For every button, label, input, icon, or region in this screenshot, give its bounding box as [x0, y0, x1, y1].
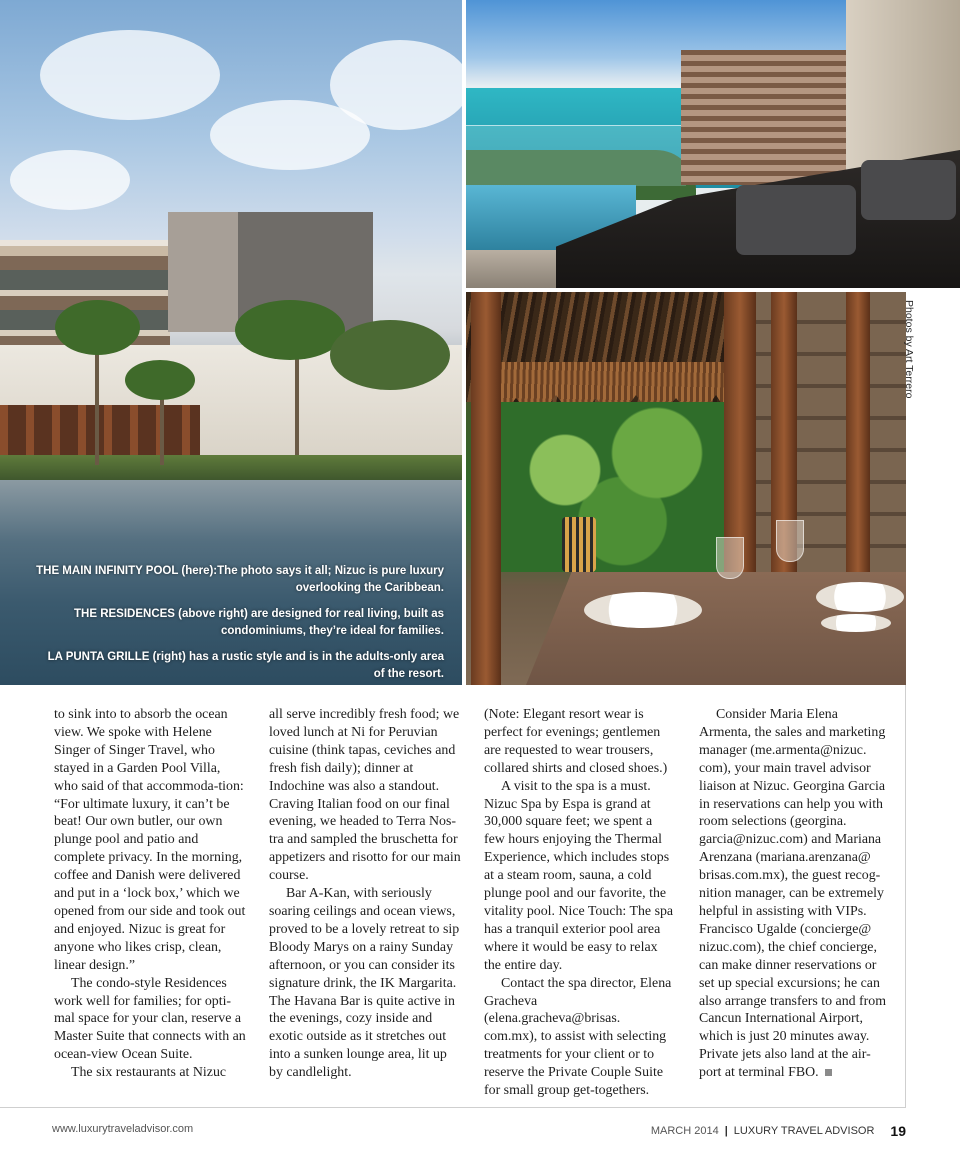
photo-credit	[903, 300, 925, 400]
paragraph: (Note: Elegant resort wear is perfect for evenings; gentlemen are requested to wear trousers, collared shirts and closed shoes.)	[484, 707, 668, 776]
dinner-plate	[584, 592, 702, 628]
palm-fronds	[235, 300, 345, 360]
wine-glass	[776, 520, 804, 562]
footer-rule	[0, 1107, 906, 1108]
cloud	[330, 40, 462, 130]
wine-glass	[716, 537, 744, 579]
palm-fronds	[125, 360, 195, 400]
photo-captions	[34, 563, 444, 685]
photo-credit-text: Photos by Art Terrero	[903, 300, 915, 399]
vertical-rule	[905, 685, 906, 1108]
cloud	[10, 150, 130, 210]
footer-separator: |	[724, 1125, 728, 1137]
footer-website: www.luxurytraveladvisor.com	[52, 1123, 194, 1135]
la-punta-grille-photo	[466, 292, 906, 685]
candle-lantern	[562, 517, 596, 572]
text-column-1	[54, 706, 246, 1082]
caption-residences: THE RESIDENCES (above right) are designed for real living, built as condominiums, they’re ideal for families.	[74, 608, 444, 637]
paragraph: A visit to the spa is a must. Nizuc Spa by Espa is grand at 30,000 square feet; we spent a few hours enjoying the Thermal Experience, which includes stops at a steam room, sauna, a cold plunge pool and our favorite, the vitality pool. Nice Touch: The spa has a tranquil exterior pool area where it would be easy to relax the entire day.	[484, 778, 674, 973]
caption-punta-grille: LA PUNTA GRILLE (right) has a rustic style and is in the adults-only area of the resort.	[47, 651, 444, 680]
text-column-4	[699, 706, 891, 1082]
footer-magazine-name: LUXURY TRAVEL ADVISOR	[733, 1125, 875, 1137]
text-column-2	[269, 706, 461, 1082]
paragraph: The six restaurants at Nizuc	[71, 1065, 227, 1081]
pergola	[0, 405, 200, 460]
wooden-privacy-screen	[681, 50, 846, 185]
glass-railing	[466, 125, 686, 186]
tree-foliage	[330, 320, 450, 390]
dinner-plate	[816, 582, 904, 612]
palm-fronds	[55, 300, 140, 355]
paragraph: to sink into to absorb the ocean view. We spoke with Helene Singer of Singer Travel, who stayed in a Garden Pool Villa, who said of that accommoda-tion: “For ultimate luxury, it can’t be beat! Our own butler, our own plunge pool and patio and complete privacy. In the morning, coffee and Danish were delivered and put in a ‘lock box,’ which we opened from our side and took out and enjoyed. Nizuc is great for anyone who likes crisp, clean, linear design.”	[54, 707, 246, 973]
paragraph: Bar A-Kan, with seriously soaring ceilings and ocean views, proved to be a lovely retreat to sip Bloody Marys on a rainy Sunday afternoon, or you can consider its signature drink, the IK Margarita. The Havana Bar is quite active in the evenings, cozy inside and exotic outside as it stretches out into a sunken lounge area, lit up by candlelight.	[269, 886, 460, 1081]
tropical-foliage	[496, 402, 726, 572]
caption-main-pool: THE MAIN INFINITY POOL (here):The photo says it all; Nizuc is pure luxury overlooking the Caribbean.	[36, 565, 444, 594]
main-infinity-pool-photo	[0, 0, 462, 685]
cushion	[861, 160, 956, 220]
cushion	[736, 185, 856, 255]
bread-plate	[821, 614, 891, 632]
text-column-3	[484, 706, 676, 1100]
paragraph: The condo-style Residences work well for families; for opti-mal space for your clan, reserve a Master Suite that connects with an ocean-view Ocean Suite.	[54, 975, 246, 1063]
wooden-post	[471, 292, 501, 685]
footer-folio	[651, 1123, 906, 1139]
paragraph-text: Consider Maria Elena Armenta, the sales and marketing manager (me.armenta@nizuc. com), your main travel advisor liaison at Nizuc. Georgina Garcia in reservations can help you with room selections (georgina. garcia@nizuc.com) and Mariana Arenzana (mariana.arenzana@ brisas.com.mx), the guest recog-nition manager, can be extremely helpful in assisting with VIPs. Francisco Ugalde (concierge@ nizuc.com), the chief concierge, can make dinner reservations or set up special excursions; he can also arrange transfers to and from Cancun International Airport, which is just 20 minutes away. Private jets also land at the air-port at terminal FBO.	[699, 707, 887, 1081]
end-of-article-icon	[825, 1069, 832, 1076]
paragraph: all serve incredibly fresh food; we loved lunch at Ni for Peruvian cuisine (think tapas, ceviches and fresh fish daily); dinner at Indochine was also a standout. Craving Italian food on our final evening, we headed to Terra Nos-tra and sampled the bruschetta for appetizers and risotto for our main course.	[269, 707, 461, 884]
footer-issue-date: MARCH 2014	[650, 1125, 719, 1137]
paragraph: Contact the spa director, Elena Gracheva (elena.gracheva@brisas. com.mx), to assist with selecting treatments for your client or to reserve the Private Couple Suite for small group get-togethers.	[484, 975, 672, 1099]
cloud	[40, 30, 220, 120]
wooden-post	[846, 292, 870, 582]
paragraph	[699, 706, 891, 1082]
residences-villa-photo	[466, 0, 960, 288]
page-number: 19	[890, 1123, 906, 1139]
